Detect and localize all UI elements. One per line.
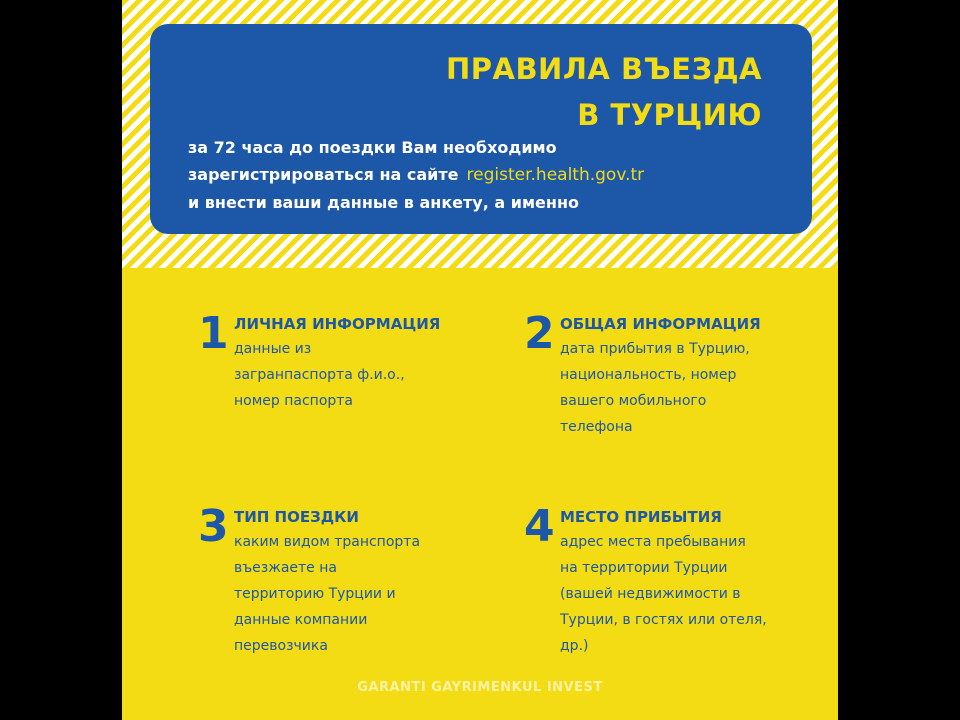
item-line: Турции, в гостях или отеля, [560,612,767,628]
item-description [560,529,830,659]
intro-line-1: за 72 часа до поездки Вам необходимо [188,138,557,157]
item-number: 3 [198,501,229,552]
item-line: данные из [234,341,312,357]
item-description [234,529,504,659]
item-title: ОБЩАЯ ИНФОРМАЦИЯ [560,315,761,333]
footer-brand: GARANTI GAYRIMENKUL INVEST [357,680,603,695]
item-title: ТИП ПОЕЗДКИ [234,508,359,526]
item-line: номер паспорта [234,393,353,409]
item-number: 2 [524,308,555,359]
header-panel [150,24,812,234]
item-description [560,336,830,440]
item-number: 1 [198,308,229,359]
item-title: ЛИЧНАЯ ИНФОРМАЦИЯ [234,315,441,333]
title-line-1: ПРАВИЛА ВЪЕЗДА [445,52,762,86]
item-line: на территории Турции [560,560,728,576]
item-title: МЕСТО ПРИБЫТИЯ [560,508,722,526]
item-line: загранпаспорта ф.и.о., [234,367,405,383]
poster [122,0,838,720]
title-line-2: В ТУРЦИЮ [577,98,762,132]
intro-text [188,134,788,216]
item-line: перевозчика [234,638,328,654]
item-line: национальность, номер [560,367,737,383]
item-line: адрес места пребывания [560,534,746,550]
intro-line-3: и внести ваши данные в анкету, а именно [188,193,579,212]
item-line: вашего мобильного [560,393,707,409]
item-line: др.) [560,638,589,654]
item-line: каким видом транспорта [234,534,421,550]
item-content [234,505,504,659]
item-content [560,312,830,440]
item-content [234,312,504,414]
item-number: 4 [524,501,555,552]
item-line: въезжаете на [234,560,337,576]
item-line: территорию Турции и [234,586,396,602]
registration-link[interactable]: register.health.gov.tr [466,165,645,185]
item-line: телефона [560,419,633,435]
item-line: дата прибытия в Турцию, [560,341,750,357]
item-line: (вашей недвижимости в [560,586,741,602]
page-title [342,46,762,138]
intro-line-2-text: зарегистрироваться на сайте [188,165,459,184]
item-content [560,505,830,659]
intro-line-2 [188,161,788,189]
item-line: данные компании [234,612,368,628]
item-description [234,336,504,414]
